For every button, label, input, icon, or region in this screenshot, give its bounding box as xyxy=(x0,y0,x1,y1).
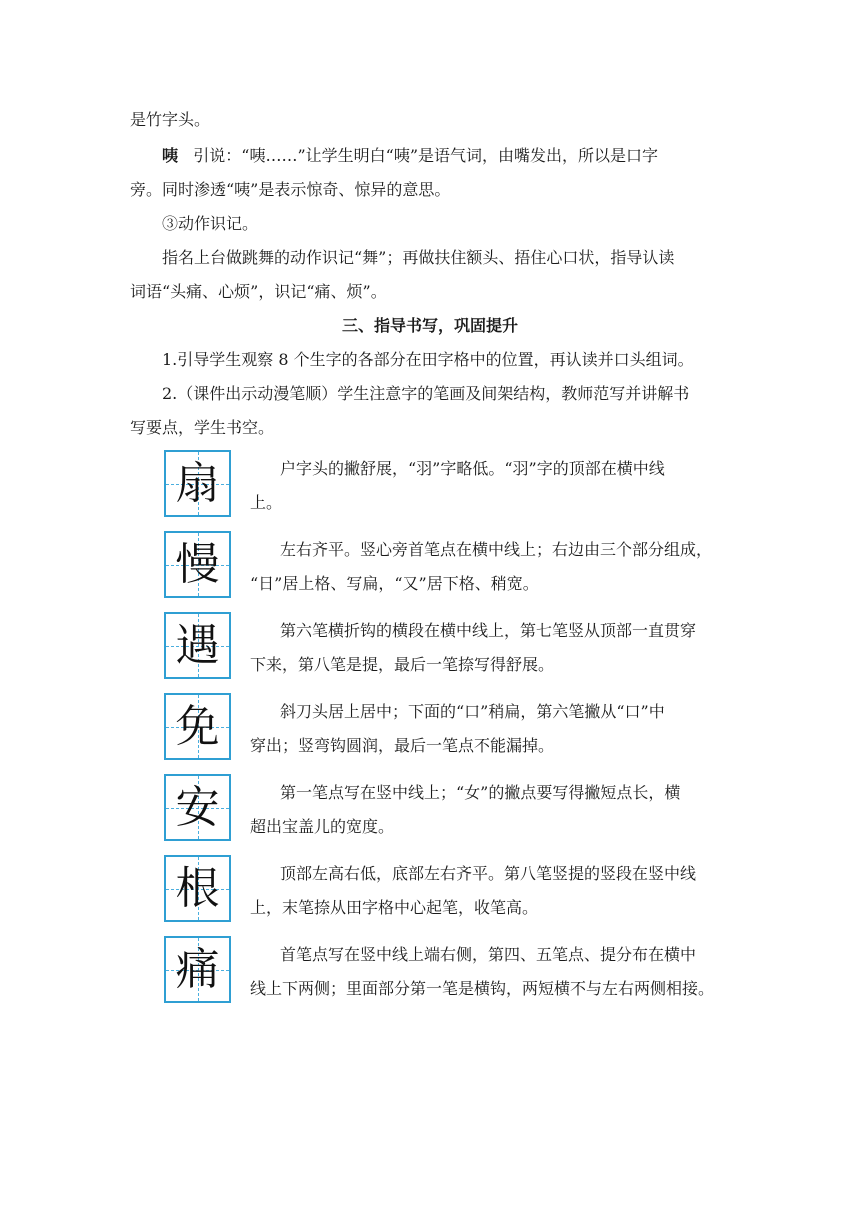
tianzige-grid xyxy=(164,693,231,760)
character-row xyxy=(164,612,734,684)
paragraph-line: 是竹字头。 xyxy=(130,110,211,129)
character-row xyxy=(164,450,734,522)
example-character: 扇 xyxy=(175,458,220,509)
step-1: 1.引导学生观察 8 个生字的各部分在田字格中的位置，再认读并口头组词。 xyxy=(162,350,694,369)
step-2: 2.（课件出示动漫笔顺）学生注意字的笔画及间架结构，教师范写并讲解书 xyxy=(162,384,690,403)
method-label: ③动作识记。 xyxy=(162,214,259,233)
tianzige-grid xyxy=(164,450,231,517)
tianzige-grid xyxy=(164,936,231,1003)
tianzige-grid xyxy=(164,855,231,922)
character-row xyxy=(164,855,734,927)
character-description: 首笔点写在竖中线上端右侧，第四、五笔点、提分布在横中 线上下两侧；里面部分第一笔是横钩，两短横不与左右两侧相接。 xyxy=(250,945,715,998)
example-character: 免 xyxy=(175,701,220,752)
character-description: 第六笔横折钩的横段在横中线上，第七笔竖从顶部一直贯穿 下来，第八笔是提，最后一笔捺写得舒展。 xyxy=(250,621,697,674)
keyword-char: 咦 xyxy=(162,146,179,165)
character-row xyxy=(164,774,734,846)
section-heading: 三、指导书写，巩固提升 xyxy=(341,316,518,335)
character-description: 第一笔点写在竖中线上；“女”的撇点要写得撇短点长，横 超出宝盖儿的宽度。 xyxy=(250,783,681,836)
tianzige-grid xyxy=(164,612,231,679)
paragraph-line: 指名上台做跳舞的动作识记“舞”；再做扶住额头、捂住心口状，指导认读 xyxy=(162,248,675,267)
tianzige-grid xyxy=(164,774,231,841)
paragraph-line: 词语“头痛、心烦”，识记“痛、烦”。 xyxy=(130,282,387,301)
example-character: 痛 xyxy=(175,944,220,995)
paragraph-line: 旁。同时渗透“咦”是表示惊奇、惊异的意思。 xyxy=(130,180,451,199)
character-row xyxy=(164,531,734,603)
character-description: 户字头的撇舒展，“羽”字略低。“羽”字的顶部在横中线 上。 xyxy=(250,459,665,512)
character-description: 顶部左高右低，底部左右齐平。第八笔竖提的竖段在竖中线 上，末笔捺从田字格中心起笔，收笔高。 xyxy=(250,864,697,917)
character-description: 斜刀头居上居中；下面的“口”稍扁，第六笔撇从“口”中 穿出；竖弯钩圆润，最后一笔点不能漏掉。 xyxy=(250,702,665,755)
paragraph-text: 引说：“咦……”让学生明白“咦”是语气词，由嘴发出，所以是口字 xyxy=(193,146,659,165)
character-row xyxy=(164,936,734,1008)
example-character: 安 xyxy=(175,782,220,833)
example-character: 根 xyxy=(175,863,220,914)
step-2-continued: 写要点，学生书空。 xyxy=(130,418,275,437)
character-description: 左右齐平。竖心旁首笔点在横中线上；右边由三个部分组成， “日”居上格、写扁，“又”居下格、稍宽。 xyxy=(250,540,713,593)
tianzige-grid xyxy=(164,531,231,598)
example-character: 慢 xyxy=(175,539,220,590)
character-row xyxy=(164,693,734,765)
example-character: 遇 xyxy=(175,620,220,671)
paragraph-yi xyxy=(162,146,762,166)
